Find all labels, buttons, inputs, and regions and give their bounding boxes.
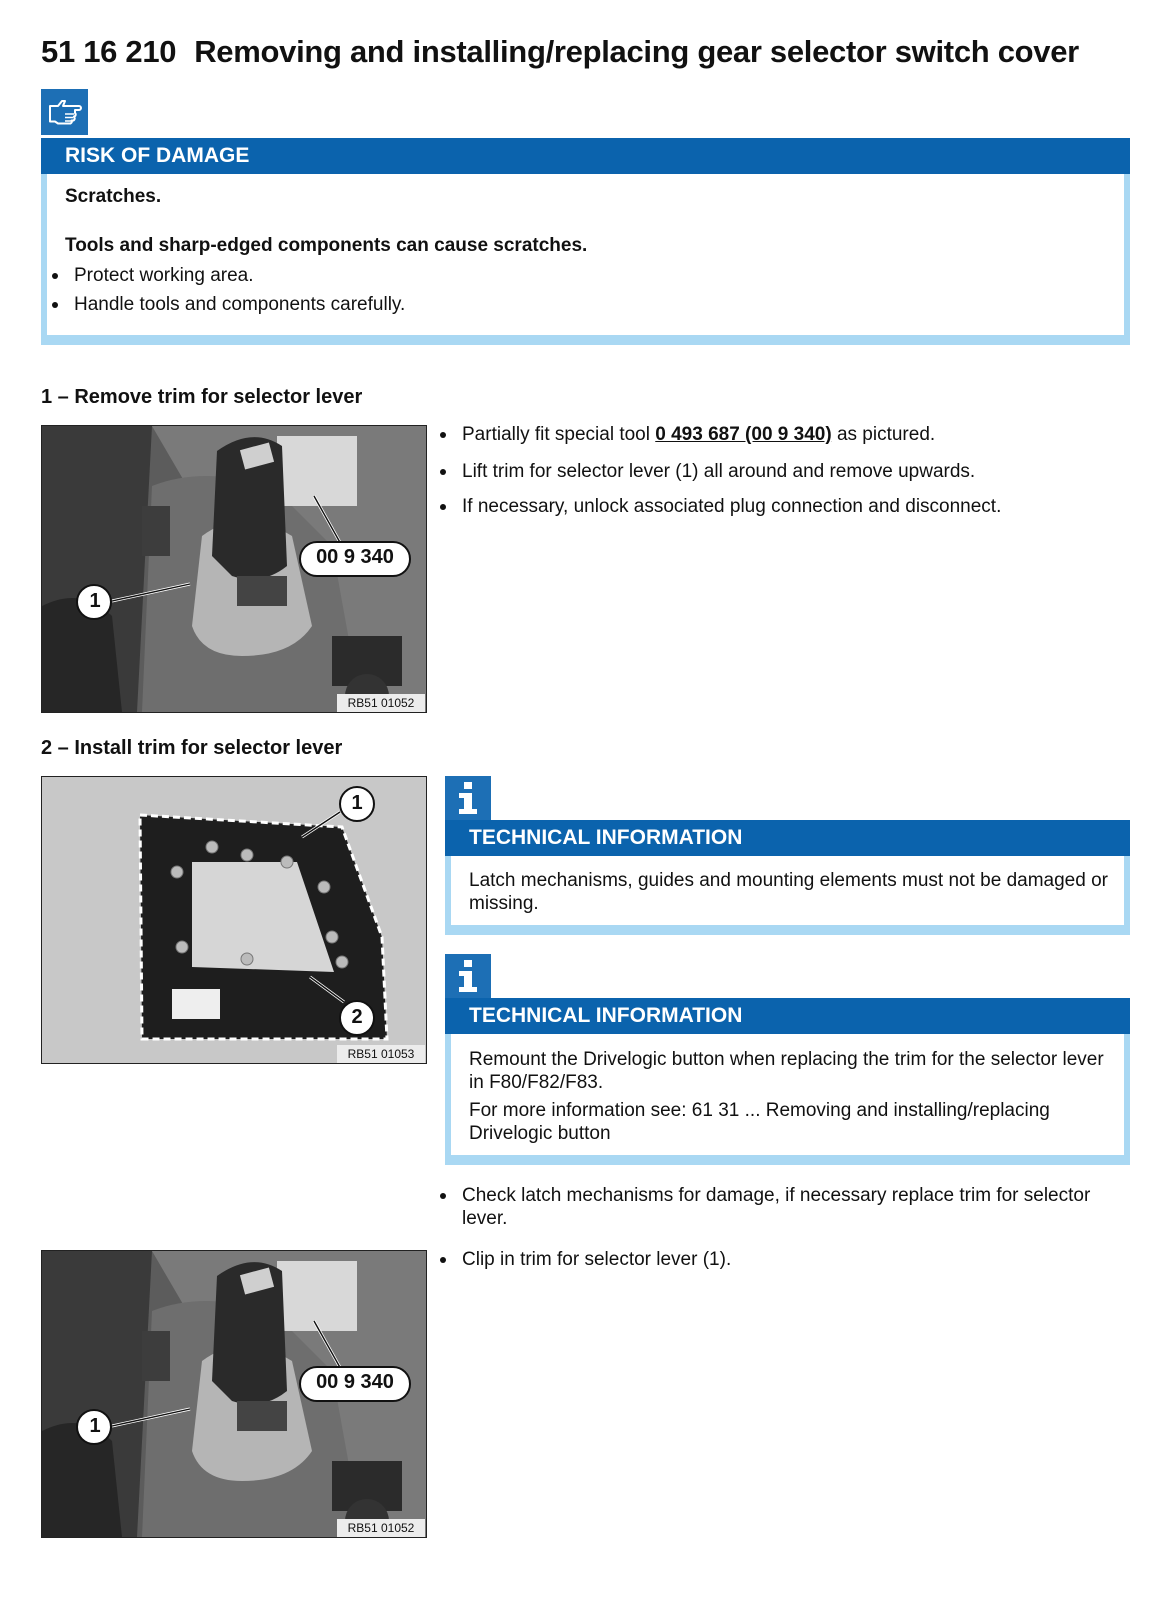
info2-header: TECHNICAL INFORMATION (445, 998, 1130, 1034)
info-icon (445, 776, 491, 820)
callout-2: 2 (351, 1006, 363, 1028)
bullet-text: as pictured. (831, 424, 936, 445)
callout-1: 1 (89, 1415, 101, 1437)
risk-item: Handle tools and components carefully. (47, 290, 1124, 319)
figure-remove-trim (41, 425, 427, 713)
step1-bullet-lift: Lift trim for selector lever (1) all around and remove upwards. (440, 460, 1120, 483)
step1-bullet-unlock: If necessary, unlock associated plug connection and disconnect. (440, 495, 1120, 518)
risk-headline: Scratches. (65, 186, 162, 207)
step2-title: 2 – Install trim for selector lever (41, 737, 343, 759)
info1-text: Latch mechanisms, guides and mounting elements must not be damaged or missing. (469, 870, 1108, 914)
section-number: 51 16 210 (41, 34, 177, 69)
info2-text-2[interactable]: For more information see: 61 31 ... Removing and installing/replacing Drivelogic button (469, 1100, 1050, 1144)
risk-list (47, 261, 1124, 319)
step2-bullet-clip: Clip in trim for selector lever (1). (440, 1248, 1120, 1271)
callout-1: 1 (89, 590, 101, 612)
pointing-hand-icon (41, 89, 88, 135)
step1-title: 1 – Remove trim for selector lever (41, 386, 363, 408)
figure-install-trim (41, 776, 427, 1064)
info1-body (445, 856, 1130, 935)
tool-callout: 00 9 340 (316, 546, 394, 568)
step2-bullet-check: Check latch mechanisms for damage, if necessary replace trim for selector lever. (440, 1184, 1120, 1230)
special-tool-link[interactable]: 0 493 687 (00 9 340) (655, 424, 832, 445)
callout-1: 1 (351, 792, 363, 814)
section-title: Removing and installing/replacing gear selector switch cover (194, 34, 1079, 69)
risk-item: Protect working area. (47, 261, 1124, 290)
figure-ref: RB51 01052 (347, 696, 415, 710)
step1-bullet-tool (440, 423, 1120, 446)
step2-bullets-clip (440, 1248, 1120, 1271)
info2-body (445, 1034, 1130, 1165)
info-icon (445, 954, 491, 998)
risk-cause: Tools and sharp-edged components can cause scratches. (65, 235, 588, 256)
figure-clip-trim (41, 1250, 427, 1538)
figure-ref: RB51 01053 (347, 1047, 415, 1061)
info2-text-1: Remount the Drivelogic button when replacing the trim for the selector lever in F80/F82/F83. (469, 1049, 1104, 1093)
risk-notice-body (41, 174, 1130, 345)
bullet-text: Partially fit special tool (462, 424, 656, 445)
page-title (41, 34, 1079, 70)
figure-ref: RB51 01052 (347, 1521, 415, 1535)
tool-callout: 00 9 340 (316, 1371, 394, 1393)
info1-header: TECHNICAL INFORMATION (445, 820, 1130, 856)
step2-bullets (440, 1184, 1120, 1230)
step1-bullets (440, 423, 1120, 518)
risk-notice-header: RISK OF DAMAGE (41, 138, 1130, 174)
